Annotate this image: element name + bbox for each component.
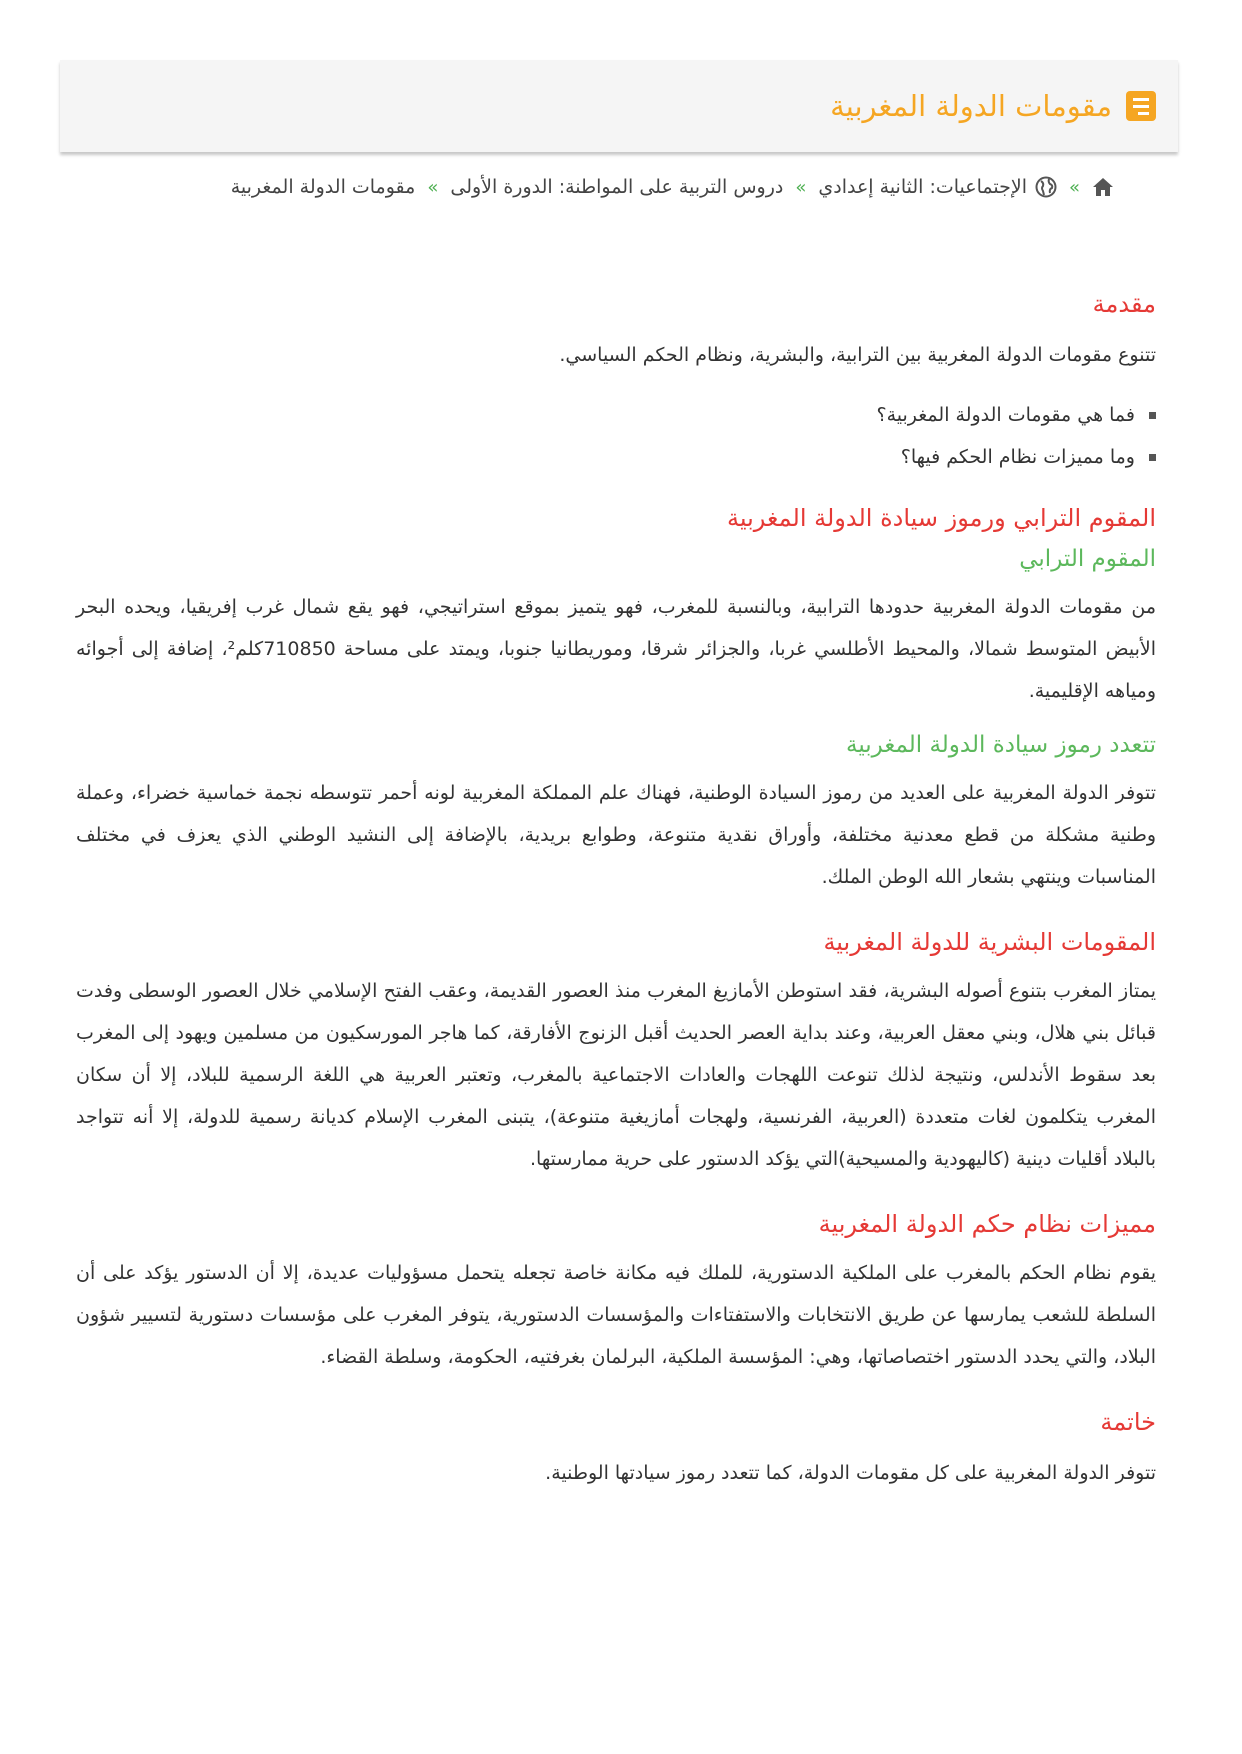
breadcrumb-item-level[interactable]: الإجتماعيات: الثانية إعدادي [818, 176, 1027, 198]
list-item [76, 394, 1156, 436]
intro-text: تتنوع مقومات الدولة المغربية بين الترابية، والبشرية، ونظام الحكم السياسي. [559, 344, 1156, 366]
question-text: فما هي مقومات الدولة المغربية؟ [876, 404, 1135, 426]
symbols-text: تتوفر الدولة المغربية على العديد من رموز السيادة الوطنية، فهناك علم المملكة المغربية لونه أحمر تتوسطه نجمة خماسية خضراء، وعملة وطنية مشكلة من قطع معدنية مختلفة، وأوراق نقدية متنوعة، وطوابع بريدية، بالإضافة إلى النشيد الوطني الذي يعزف في مختلف المناسبات وينتهي بشعار الله الوطن الملك. [76, 782, 1156, 888]
conclusion-text: تتوفر الدولة المغربية على كل مقومات الدولة، كما تتعدد رموز سيادتها الوطنية. [545, 1462, 1156, 1484]
breadcrumb [231, 176, 1114, 198]
bullet-icon [1149, 454, 1156, 461]
territorial-heading: المقوم الترابي ورموز سيادة الدولة المغربية [727, 504, 1156, 532]
list-item [76, 436, 1156, 478]
home-icon[interactable] [1092, 177, 1114, 197]
globe-icon [1035, 176, 1057, 198]
human-heading: المقومات البشرية للدولة المغربية [823, 928, 1156, 956]
title-bar [60, 60, 1178, 152]
symbols-heading: تتعدد رموز سيادة الدولة المغربية [846, 732, 1156, 758]
territorial-sub-heading: المقوم الترابي [1019, 546, 1156, 572]
territorial-text: من مقومات الدولة المغربية حدودها الترابية، وبالنسبة للمغرب، فهو يتميز بموقع استراتيجي، فهو يقع شمال غرب إفريقيا، ويحده البحر الأبيض المتوسط شمالا، والمحيط الأطلسي غربا، والجزائر شرقا، وموريطانيا جنوبا، ويمتد على مساحة 710850كلم²، إضافة إلى أجوائه ومياهه الإقليمية. [76, 596, 1156, 702]
breadcrumb-item-course[interactable]: دروس التربية على المواطنة: الدورة الأولى [450, 176, 784, 198]
page-title: مقومات الدولة المغربية [830, 89, 1112, 123]
breadcrumb-separator: » [1068, 176, 1080, 198]
breadcrumb-separator: » [427, 176, 439, 198]
document-icon [1126, 91, 1156, 121]
governance-heading: مميزات نظام حكم الدولة المغربية [818, 1210, 1156, 1238]
breadcrumb-separator: » [795, 176, 807, 198]
conclusion-heading: خاتمة [1100, 1408, 1156, 1436]
lesson-content [76, 290, 1156, 1494]
human-text: يمتاز المغرب بتنوع أصوله البشرية، فقد استوطن الأمازيغ المغرب منذ العصور القديمة، وعقب الفتح الإسلامي خلال العصور الوسطى وفدت قبائل بني هلال، وبني معقل العربية، وعند بداية العصر الحديث أقبل الزنوج الأفارقة، كما هاجر المورسكيون من مسلمين ويهود إلى المغرب بعد سقوط الأندلس، ونتيجة لذلك تنوعت اللهجات والعادات الاجتماعية بالمغرب، وتعتبر العربية هي اللغة الرسمية للبلاد، إلا أن سكان المغرب يتكلمون لغات متعددة (العربية، الفرنسية، ولهجات أمازيغية متنوعة)، يتبنى المغرب الإسلام كديانة رسمية للدولة، إلا أنه تتواجد بالبلاد أقليات دينية (كاليهودية والمسيحية)التي يؤكد الدستور على حرية ممارستها. [76, 980, 1156, 1170]
breadcrumb-item-current: مقومات الدولة المغربية [230, 176, 416, 198]
question-list [76, 394, 1156, 478]
bullet-icon [1149, 412, 1156, 419]
question-text: وما مميزات نظام الحكم فيها؟ [900, 446, 1135, 468]
intro-heading: مقدمة [1092, 290, 1156, 318]
governance-text: يقوم نظام الحكم بالمغرب على الملكية الدستورية، للملك فيه مكانة خاصة تجعله يتحمل مسؤوليات عديدة، إلا أن الدستور يؤكد على أن السلطة للشعب يمارسها عن طريق الانتخابات والاستفتاءات والمؤسسات الدستورية، يتوفر المغرب على مؤسسات دستورية لتسيير شؤون البلاد، والتي يحدد الدستور اختصاصاتها، وهي: المؤسسة الملكية، البرلمان بغرفتيه، الحكومة، وسلطة القضاء. [76, 1262, 1156, 1368]
